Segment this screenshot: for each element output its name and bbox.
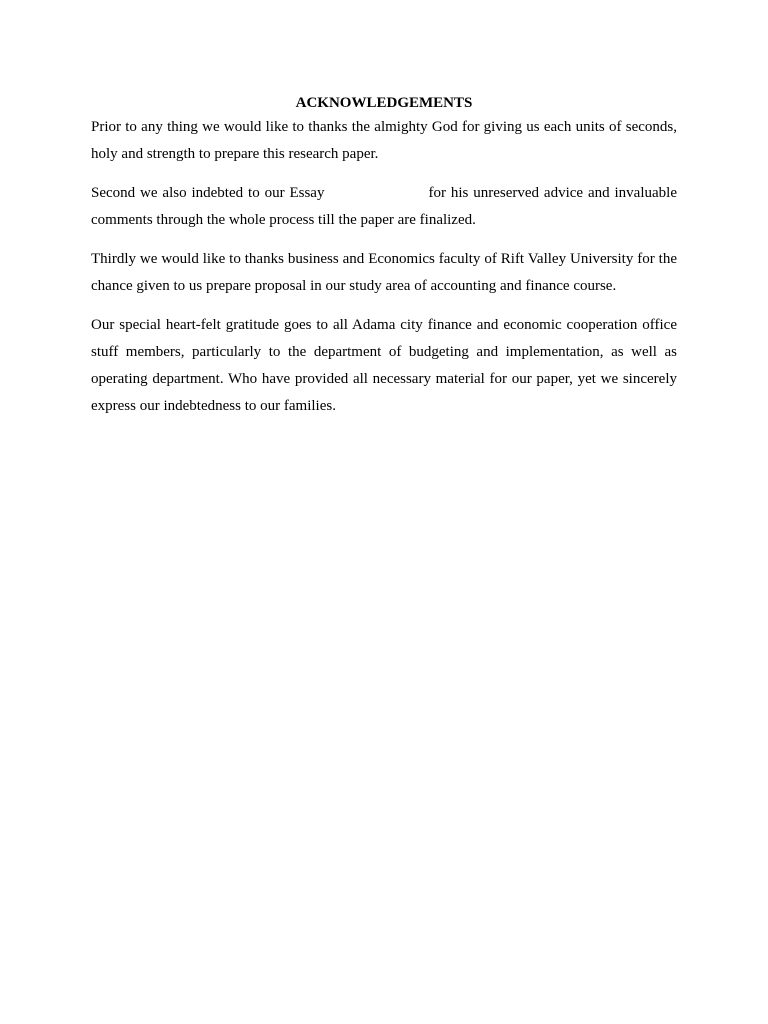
paragraph-advisor-thanks bbox=[91, 180, 677, 234]
document-body bbox=[91, 93, 677, 432]
paragraph-office-thanks: Our special heart-felt gratitude goes to all Adama city finance and economic cooperation office stuff members, particularly to the department of budgeting and implementation, as well as operating department. Who have provided all necessary material for our paper, yet we sincerely express our indebtedness to our families. bbox=[91, 317, 677, 414]
paragraph-faculty-thanks: Thirdly we would like to thanks business and Economics faculty of Rift Valley University for the chance given to us prepare proposal in our study area of accounting and finance course. bbox=[91, 251, 677, 294]
paragraph-god-thanks: Prior to any thing we would like to thanks the almighty God for giving us each units of seconds, holy and strength to prepare this research paper. bbox=[91, 119, 677, 162]
paragraph-advisor-text-start: Second we also indebted to our Essay bbox=[91, 185, 325, 201]
page-title: ACKNOWLEDGEMENTS bbox=[295, 95, 473, 111]
paragraph-advisor-text-end: for his unreserved advice and invaluable comments through the whole process till the paper are finalized. bbox=[91, 185, 677, 228]
